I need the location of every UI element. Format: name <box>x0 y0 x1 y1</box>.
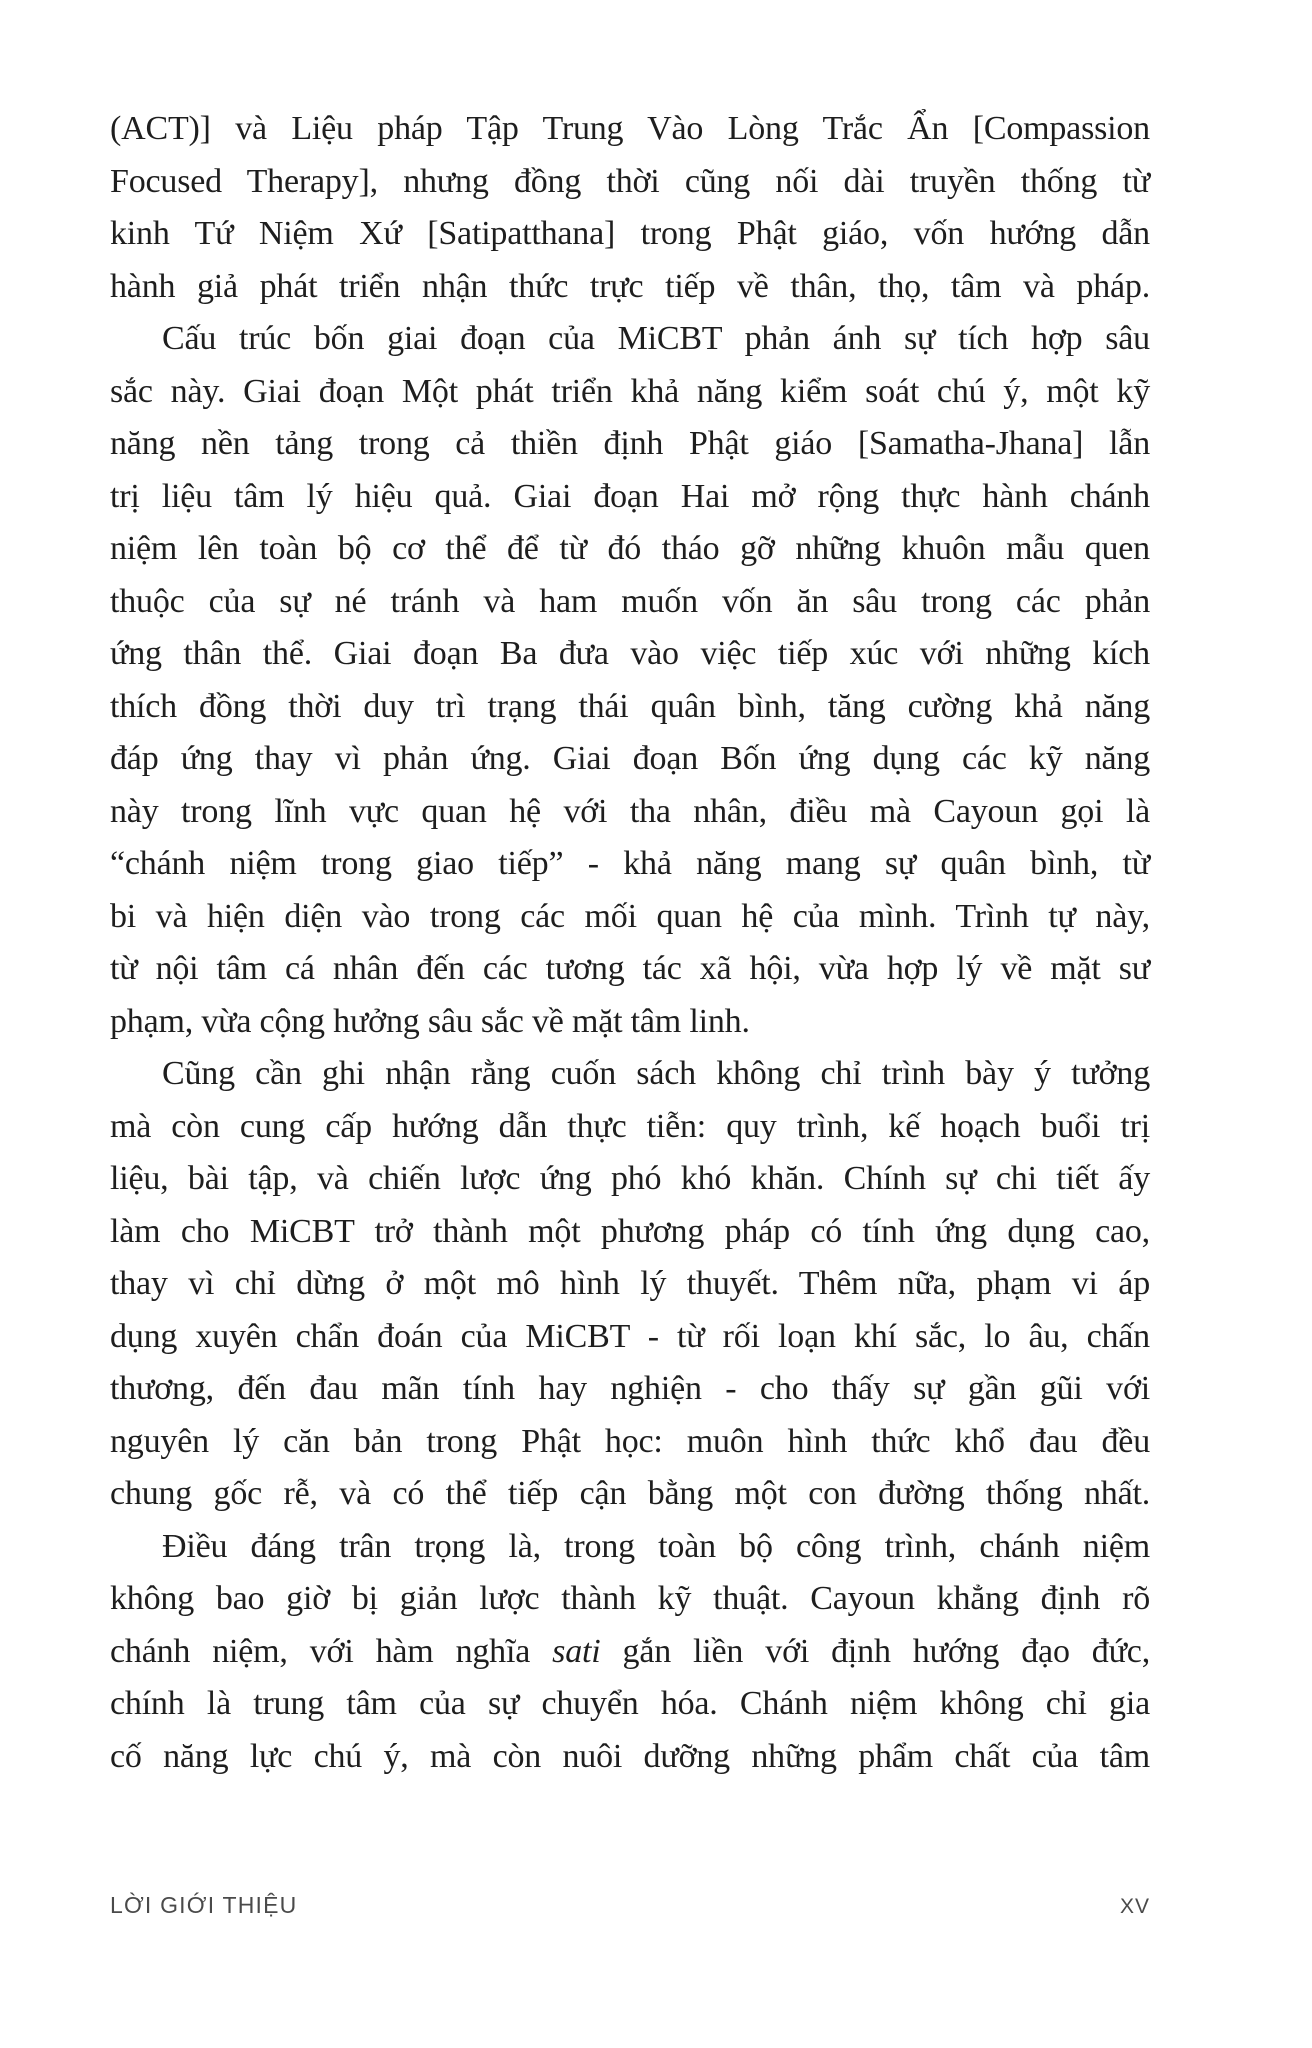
text-line: “chánh niệm trong giao tiếp” - khả năng mang sự quân bình, từ <box>110 845 1150 882</box>
running-header-section-label: LỜI GIỚI THIỆU <box>110 1892 298 1918</box>
text-line: này trong lĩnh vực quan hệ với tha nhân, điều mà Cayoun gọi là <box>110 792 1150 830</box>
text-run: gắn liền với định hướng đạo đức, <box>600 1632 1150 1670</box>
text-line: làm cho MiCBT trở thành một phương pháp có tính ứng dụng cao, <box>110 1212 1150 1250</box>
text-line: cố năng lực chú ý, mà còn nuôi dưỡng những phẩm chất của tâm <box>110 1737 1150 1775</box>
text-line: Focused Therapy], nhưng đồng thời cũng nối dài truyền thống từ <box>110 162 1150 200</box>
text-line: ứng thân thể. Giai đoạn Ba đưa vào việc tiếp xúc với những kích <box>110 635 1150 672</box>
text-line: chung gốc rễ, và có thể tiếp cận bằng một con đường thống nhất. <box>110 1475 1150 1512</box>
text-line: Điều đáng trân trọng là, trong toàn bộ công trình, chánh niệm <box>162 1527 1150 1565</box>
text-line: thích đồng thời duy trì trạng thái quân bình, tăng cường khả năng <box>110 687 1150 725</box>
text-line: thay vì chỉ dừng ở một mô hình lý thuyết. Thêm nữa, phạm vi áp <box>110 1265 1150 1302</box>
text-line: năng nền tảng trong cả thiền định Phật giáo [Samatha-Jhana] lẫn <box>110 425 1150 462</box>
text-line: Cấu trúc bốn giai đoạn của MiCBT phản ánh sự tích hợp sâu <box>162 320 1150 357</box>
text-line: phạm, vừa cộng hưởng sâu sắc về mặt tâm linh. <box>110 1002 750 1040</box>
text-line: nguyên lý căn bản trong Phật học: muôn hình thức khổ đau đều <box>110 1422 1150 1460</box>
text-line: hành giả phát triển nhận thức trực tiếp về thân, thọ, tâm và pháp. <box>110 267 1150 305</box>
text-line: mà còn cung cấp hướng dẫn thực tiễn: quy trình, kế hoạch buổi trị <box>110 1107 1150 1145</box>
text-line: từ nội tâm cá nhân đến các tương tác xã hội, vừa hợp lý về mặt sư <box>110 950 1150 987</box>
text-line: kinh Tứ Niệm Xứ [Satipatthana] trong Phật giáo, vốn hướng dẫn <box>110 215 1150 252</box>
text-line <box>110 1626 1150 1679</box>
body-text <box>110 103 1150 1783</box>
text-line: (ACT)] và Liệu pháp Tập Trung Vào Lòng Trắc Ẩn [Compassion <box>110 110 1150 147</box>
text-line: chính là trung tâm của sự chuyển hóa. Chánh niệm không chỉ gia <box>110 1685 1150 1722</box>
text-line: thuộc của sự né tránh và ham muốn vốn ăn sâu trong các phản <box>110 582 1150 620</box>
text-line: niệm lên toàn bộ cơ thể để từ đó tháo gỡ những khuôn mẫu quen <box>110 530 1150 567</box>
text-line: dụng xuyên chẩn đoán của MiCBT - từ rối loạn khí sắc, lo âu, chấn <box>110 1317 1150 1355</box>
page-footer <box>110 1892 1150 1919</box>
text-line: đáp ứng thay vì phản ứng. Giai đoạn Bốn ứng dụng các kỹ năng <box>110 740 1150 777</box>
italic-term-sati: sati <box>552 1632 601 1670</box>
text-line: trị liệu tâm lý hiệu quả. Giai đoạn Hai mở rộng thực hành chánh <box>110 477 1150 515</box>
text-run: chánh niệm, với hàm nghĩa <box>110 1632 553 1670</box>
text-line: liệu, bài tập, và chiến lược ứng phó khó khăn. Chính sự chi tiết ấy <box>110 1160 1150 1197</box>
text-line: bi và hiện diện vào trong các mối quan hệ của mình. Trình tự này, <box>110 897 1150 935</box>
text-line: không bao giờ bị giản lược thành kỹ thuật. Cayoun khẳng định rõ <box>110 1580 1150 1617</box>
text-line: sắc này. Giai đoạn Một phát triển khả năng kiểm soát chú ý, một kỹ <box>110 372 1150 410</box>
text-line: thương, đến đau mãn tính hay nghiện - cho thấy sự gần gũi với <box>110 1370 1150 1407</box>
text-line: Cũng cần ghi nhận rằng cuốn sách không chỉ trình bày ý tưởng <box>162 1055 1150 1092</box>
page-number: XV <box>1119 1895 1150 1918</box>
